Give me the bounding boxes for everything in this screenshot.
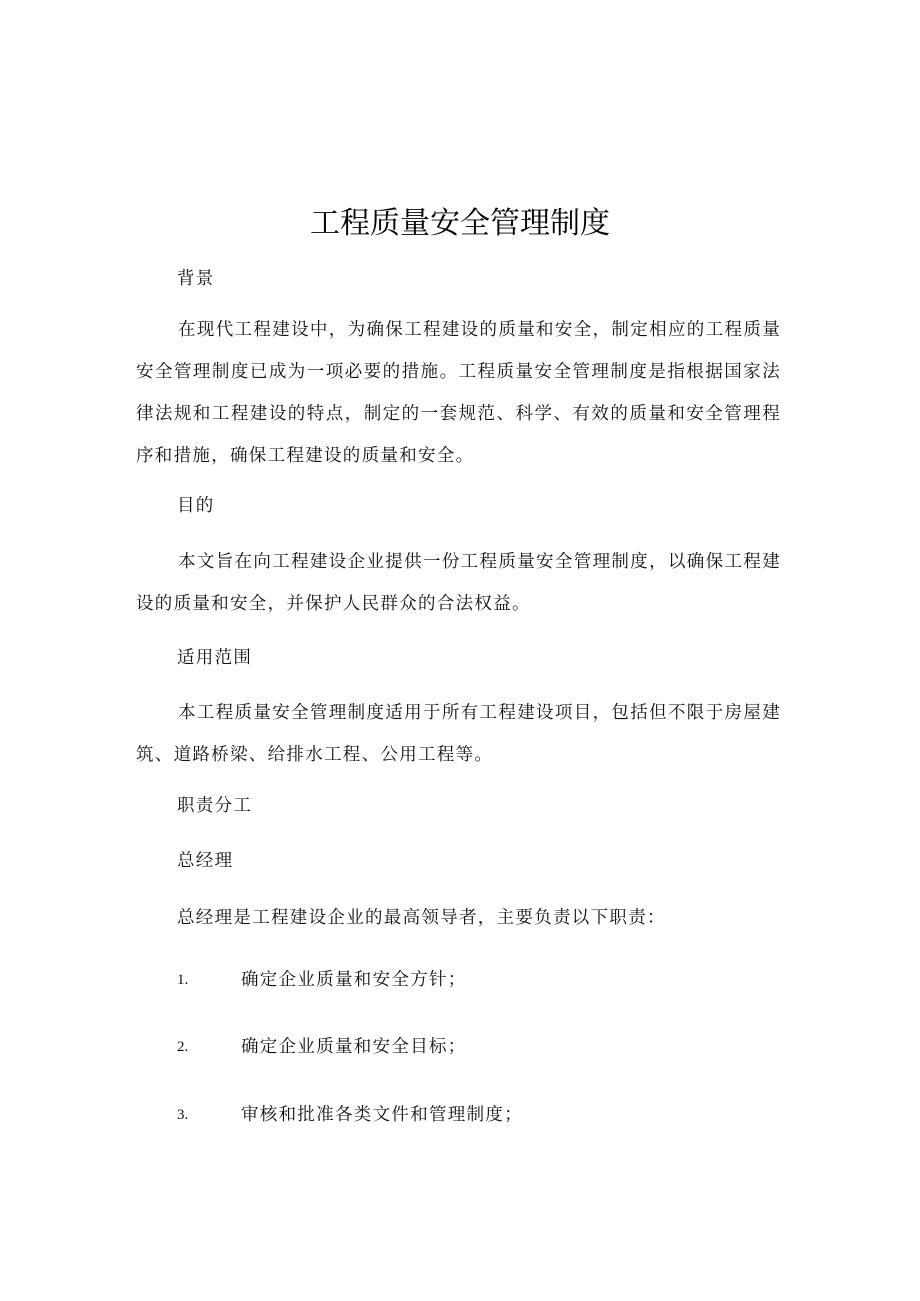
general-manager-lead: 总经理是工程建设企业的最高领导者，主要负责以下职责：: [177, 908, 666, 928]
list-item-number: 3.: [177, 1107, 189, 1123]
list-item-text: 确定企业质量和安全方针；: [241, 970, 467, 990]
section-heading-background: 背景: [177, 269, 215, 289]
list-item-number: 2.: [177, 1039, 189, 1055]
paragraph-background: 在现代工程建设中，为确保工程建设的质量和安全，制定相应的工程质量安全管理制度已成为一项必要的措施。工程质量安全管理制度是指根据国家法律法规和工程建设的特点，制定的一套规范、科学、有效的质量和安全管理程序和措施，确保工程建设的质量和安全。: [136, 320, 781, 466]
section-heading-duties: 职责分工: [177, 796, 253, 816]
document-title: 工程质量安全管理制度: [310, 206, 610, 241]
section-heading-purpose: 目的: [177, 496, 215, 516]
list-item-number: 1.: [177, 972, 189, 988]
paragraph-scope: 本工程质量安全管理制度适用于所有工程建设项目，包括但不限于房屋建筑、道路桥梁、给排水工程、公用工程等。: [136, 703, 781, 765]
list-item-text: 确定企业质量和安全目标；: [241, 1037, 467, 1057]
section-heading-scope: 适用范围: [177, 648, 253, 668]
paragraph-purpose: 本文旨在向工程建设企业提供一份工程质量安全管理制度，以确保工程建设的质量和安全，并保护人民群众的合法权益。: [136, 552, 781, 614]
subheading-general-manager: 总经理: [177, 851, 234, 871]
list-item-text: 审核和批准各类文件和管理制度；: [241, 1105, 523, 1125]
